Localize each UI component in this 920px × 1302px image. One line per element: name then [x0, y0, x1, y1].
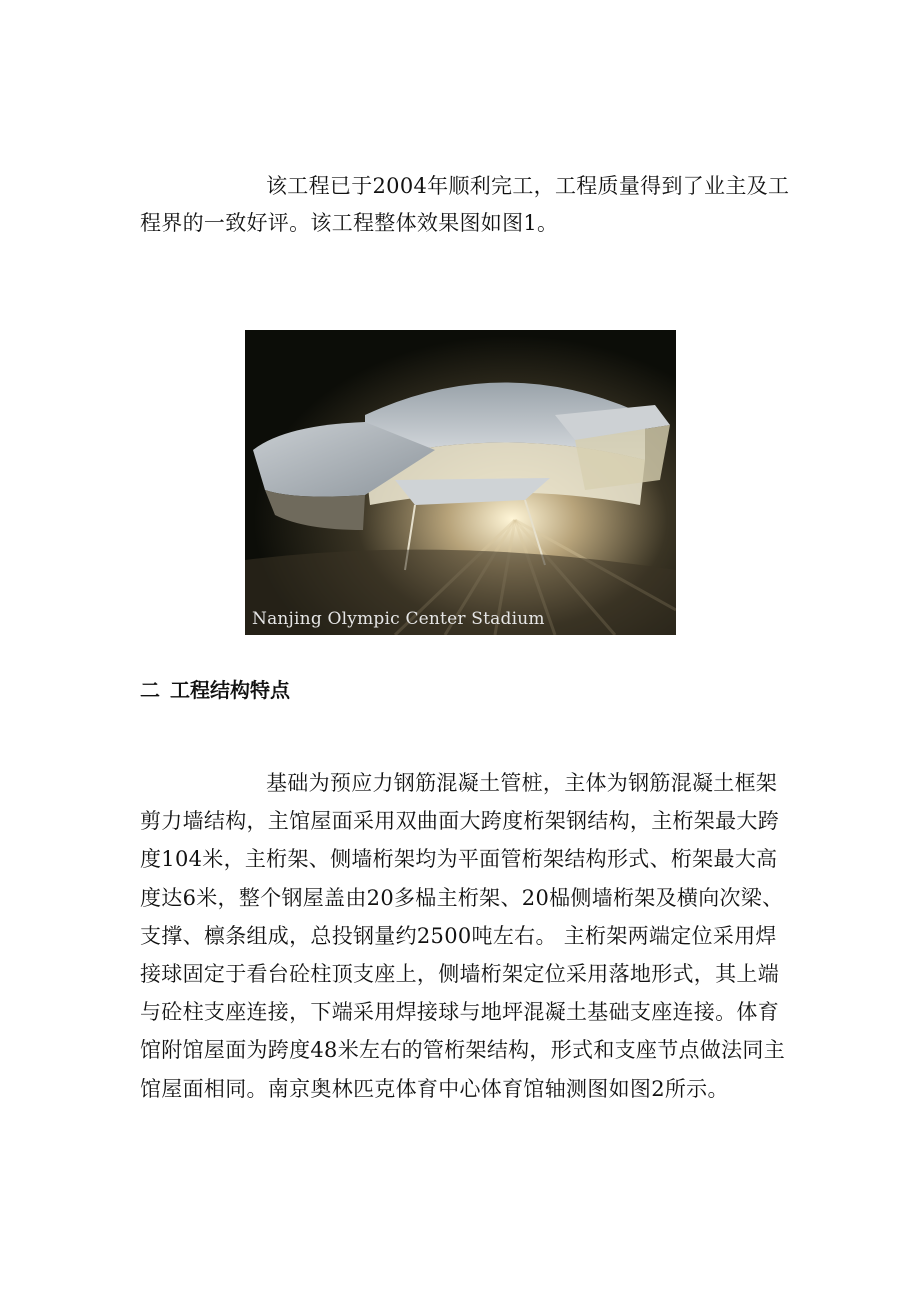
- stadium-illustration: [245, 330, 676, 635]
- image-caption: Nanjing Olympic Center Stadium: [252, 609, 545, 629]
- paragraph-1: [140, 168, 790, 242]
- section-number: 二: [140, 678, 160, 702]
- section-title: 工程结构特点: [170, 678, 290, 702]
- paragraph-2: [140, 764, 790, 1108]
- paragraph-1-text: 该工程已于2004年顺利完工，工程质量得到了业主及工程界的一致好评。该工程整体效果图如图1。: [140, 174, 790, 235]
- section-heading: [140, 674, 290, 703]
- stadium-rendering-image: [245, 330, 676, 635]
- paragraph-2-text: 基础为预应力钢筋混凝土管桩，主体为钢筋混凝土框架剪力墙结构，主馆屋面采用双曲面大跨度桁架钢结构，主桁架最大跨度104米，主桁架、侧墙桁架均为平面管桁架结构形式、桁架最大高度达6米，整个钢屋盖由20多榀主桁架、20榀侧墙桁架及横向次梁、支撑、檩条组成，总投钢量约2500吨左右。 主桁架两端定位采用焊接球固定于看台砼柱顶支座上，侧墙桁架定位采用落地形式，其上端与砼柱支座连接，下端采用焊接球与地坪混凝土基础支座连接。体育馆附馆屋面为跨度48米左右的管桁架结构，形式和支座节点做法同主馆屋面相同。南京奥林匹克体育中心体育馆轴测图如图2所示。: [140, 771, 786, 1101]
